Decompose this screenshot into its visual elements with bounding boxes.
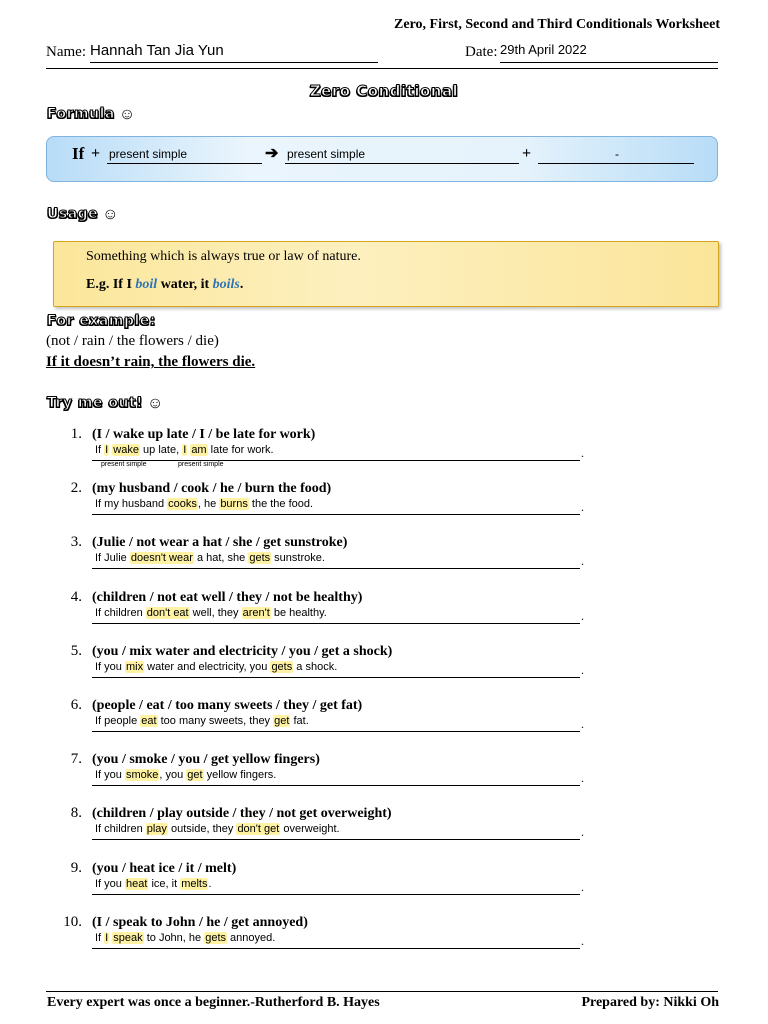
- answer-text: [95, 878, 212, 890]
- exercise-prompt: (you / smoke / you / get yellow fingers): [92, 752, 320, 767]
- smiley-icon: ☺: [147, 395, 164, 412]
- tense-note: present simple: [101, 461, 147, 468]
- answer-text: [95, 498, 313, 510]
- usage-example-mid: water, it: [157, 277, 213, 292]
- formula-plus: +: [91, 145, 101, 162]
- usage-heading: [47, 206, 119, 224]
- exercise-number: 9.: [70, 860, 82, 876]
- answer-segment: the the food.: [248, 498, 314, 510]
- formula-heading-text: Formula: [47, 106, 115, 122]
- footer-divider: [46, 991, 718, 992]
- answer-text: [95, 715, 309, 727]
- exercise-prompt: (children / not eat well / they / not be healthy): [92, 590, 363, 605]
- exercise-number: 5.: [70, 643, 82, 659]
- arrow-right-icon: ➔: [265, 145, 279, 162]
- formula-plus-2: +: [522, 145, 532, 162]
- name-field[interactable]: Hannah Tan Jia Yun: [90, 42, 378, 63]
- exercise-number: 10.: [63, 914, 82, 930]
- for-example-heading: For example:: [47, 313, 156, 329]
- exercise-number: 6.: [70, 697, 82, 713]
- answer-segment: If children: [95, 823, 146, 835]
- answer-segment: fat.: [290, 715, 309, 727]
- answer-period: .: [581, 825, 584, 839]
- answer-segment: If you: [95, 878, 125, 890]
- exercise-prompt: (children / play outside / they / not get overweight): [92, 806, 392, 821]
- answer-period: .: [581, 446, 584, 460]
- answer-text: [95, 823, 340, 835]
- answer-segment: too many sweets, they: [157, 715, 274, 727]
- highlighted-verb: eat: [141, 715, 157, 727]
- highlighted-verb: gets: [249, 552, 271, 564]
- header-divider: [46, 68, 718, 69]
- exercise-prompt: (you / heat ice / it / melt): [92, 861, 237, 876]
- try-me-heading-text: Try me out!: [47, 395, 144, 411]
- highlighted-verb: I: [183, 444, 187, 456]
- name-label: Name:: [46, 44, 86, 60]
- highlighted-verb: mix: [125, 661, 144, 673]
- formula-heading: [47, 106, 135, 124]
- date-label: Date:: [465, 44, 498, 60]
- answer-segment: annoyed.: [227, 932, 276, 944]
- answer-segment: water and electricity, you: [144, 661, 271, 673]
- usage-example-verb1: boil: [135, 277, 158, 292]
- exercise-prompt: (I / wake up late / I / be late for work): [92, 427, 316, 442]
- exercise-prompt: (you / mix water and electricity / you / get a shock): [92, 644, 393, 659]
- answer-segment: a shock.: [293, 661, 338, 673]
- usage-example-prefix: E.g. If I: [86, 277, 136, 292]
- smiley-icon: ☺: [102, 206, 119, 223]
- formula-blank-1[interactable]: present simple: [107, 147, 262, 164]
- highlighted-verb: I: [105, 444, 109, 456]
- answer-period: .: [581, 771, 584, 785]
- answer-segment: If: [95, 444, 105, 456]
- formula-if: If: [72, 144, 85, 163]
- answer-segment: well, they: [189, 607, 242, 619]
- highlighted-verb: get: [187, 769, 203, 781]
- highlighted-verb: gets: [205, 932, 226, 944]
- exercise-number: 8.: [70, 805, 82, 821]
- answer-segment: , he: [197, 498, 220, 510]
- answer-text: [95, 769, 276, 781]
- highlighted-verb: get: [274, 715, 290, 727]
- answer-segment: .: [208, 878, 212, 890]
- answer-segment: a hat, she: [193, 552, 249, 564]
- answer-segment: outside, they: [167, 823, 237, 835]
- usage-description: Something which is always true or law of nature.: [86, 249, 361, 264]
- highlighted-verb: wake: [113, 444, 139, 456]
- answer-segment: If children: [95, 607, 146, 619]
- answer-text: [95, 444, 274, 456]
- answer-segment: If you: [95, 661, 125, 673]
- section-title: Zero Conditional: [309, 82, 459, 100]
- formula-blank-2[interactable]: present simple: [285, 147, 519, 164]
- answer-text: [95, 661, 337, 673]
- highlighted-verb: smoke: [125, 769, 159, 781]
- answer-segment: overweight.: [280, 823, 340, 835]
- try-me-heading: [47, 395, 163, 413]
- tense-note: present simple: [178, 461, 224, 468]
- highlighted-verb: I: [105, 932, 109, 944]
- footer-credit: Prepared by: Nikki Oh: [581, 995, 719, 1010]
- answer-period: .: [581, 554, 584, 568]
- exercise-number: 1.: [70, 426, 82, 442]
- answer-period: .: [581, 609, 584, 623]
- highlighted-verb: melts: [181, 878, 208, 890]
- highlighted-verb: speak: [113, 932, 143, 944]
- exercise-number: 4.: [70, 589, 82, 605]
- answer-period: .: [581, 500, 584, 514]
- answer-segment: , you: [159, 769, 187, 781]
- answer-segment: If: [95, 932, 105, 944]
- answer-segment: be healthy.: [270, 607, 327, 619]
- answer-segment: If people: [95, 715, 141, 727]
- answer-period: .: [581, 717, 584, 731]
- highlighted-verb: burns: [220, 498, 248, 510]
- highlighted-verb: aren't: [242, 607, 270, 619]
- answer-period: .: [581, 934, 584, 948]
- exercise-number: 3.: [70, 534, 82, 550]
- usage-example-end: .: [239, 277, 244, 292]
- answer-segment: sunstroke.: [271, 552, 325, 564]
- answer-text: [95, 552, 325, 564]
- answer-segment: ice, it: [148, 878, 181, 890]
- highlighted-verb: don't get: [237, 823, 280, 835]
- highlighted-verb: gets: [271, 661, 293, 673]
- smiley-icon: ☺: [118, 106, 136, 123]
- answer-segment: If you: [95, 769, 125, 781]
- answer-text: [95, 607, 327, 619]
- answer-period: .: [581, 663, 584, 677]
- usage-example: [86, 277, 243, 293]
- answer-period: .: [581, 880, 584, 894]
- exercise-prompt: (Julie / not wear a hat / she / get sunstroke): [92, 535, 348, 550]
- example-prompt: (not / rain / the flowers / die): [46, 333, 219, 349]
- exercise-prompt: (my husband / cook / he / burn the food): [92, 481, 332, 496]
- usage-example-verb2: boils: [212, 277, 240, 292]
- exercise-number: 2.: [70, 480, 82, 496]
- highlighted-verb: doesn't wear: [130, 552, 193, 564]
- highlighted-verb: heat: [125, 878, 148, 890]
- answer-segment: yellow fingers.: [203, 769, 277, 781]
- answer-text: [95, 932, 275, 944]
- usage-heading-text: Usage: [47, 206, 99, 222]
- example-answer: If it doesn’t rain, the flowers die.: [46, 354, 256, 370]
- exercise-prompt: (people / eat / too many sweets / they / get fat): [92, 698, 363, 713]
- answer-segment: If Julie: [95, 552, 130, 564]
- date-field[interactable]: 29th April 2022: [500, 42, 718, 63]
- worksheet-title: Zero, First, Second and Third Conditionals Worksheet: [394, 17, 720, 32]
- highlighted-verb: don't eat: [146, 607, 189, 619]
- exercise-number: 7.: [70, 751, 82, 767]
- footer-quote: Every expert was once a beginner.-Rutherford B. Hayes: [47, 995, 380, 1010]
- answer-segment: to John, he: [143, 932, 205, 944]
- formula-blank-3[interactable]: -: [538, 147, 694, 164]
- highlighted-verb: cooks: [168, 498, 197, 510]
- answer-segment: If my husband: [95, 498, 168, 510]
- answer-segment: up late,: [139, 444, 183, 456]
- answer-segment: late for work.: [207, 444, 274, 456]
- exercise-prompt: (I / speak to John / he / get annoyed): [92, 915, 308, 930]
- highlighted-verb: am: [191, 444, 207, 456]
- highlighted-verb: play: [146, 823, 167, 835]
